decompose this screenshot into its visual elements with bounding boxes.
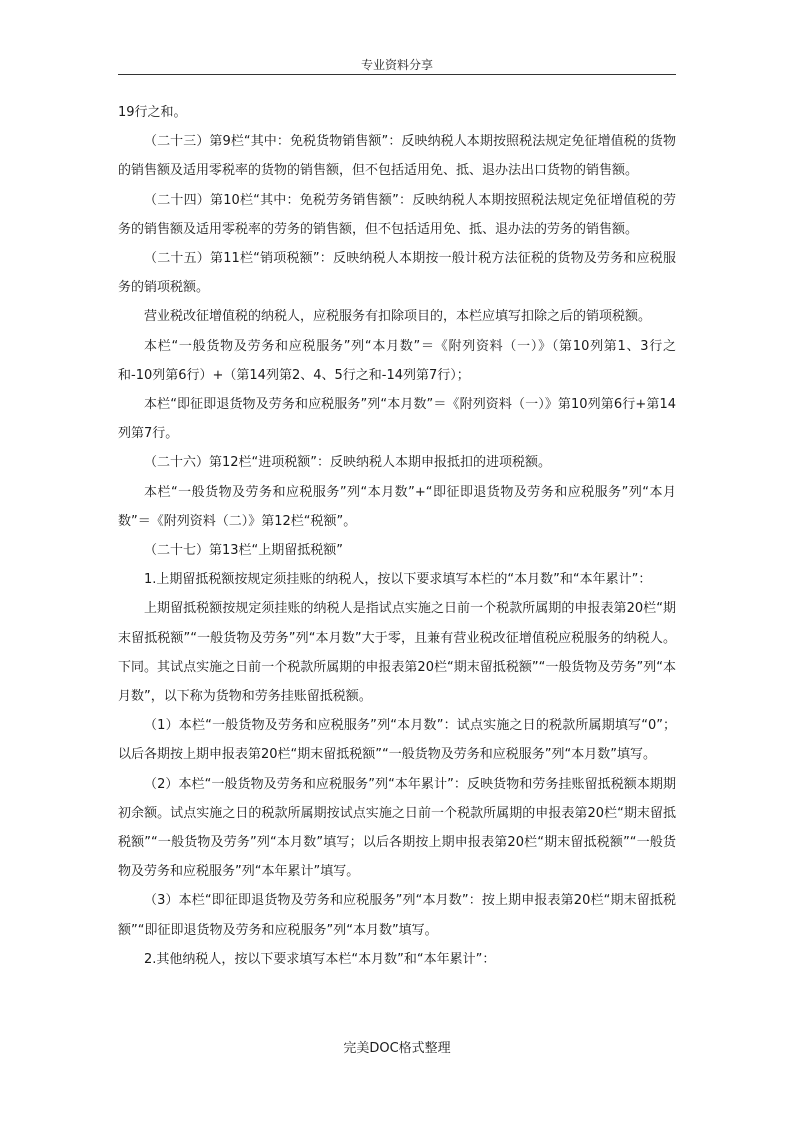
page-header: 专业资料分享 xyxy=(118,58,676,75)
paragraph: 1.上期留抵税额按规定须挂账的纳税人，按以下要求填写本栏的“本月数”和“本年累计”： xyxy=(144,572,652,588)
paragraph: 本栏“一般货物及劳务和应税服务”列“本月数”+“即征即退货物及劳务和应税服务”列“本月数”＝《附列资料（二）》第12栏“税额”。 xyxy=(118,484,676,529)
paragraph: 本栏“即征即退货物及劳务和应税服务”列“本月数”＝《附列资料（一）》第10列第6行+第14列第7行。 xyxy=(118,397,676,442)
paragraph: （3）本栏“即征即退货物及劳务和应税服务”列“本月数”：按上期申报表第20栏“期末留抵税额”“即征即退货物及劳务和应税服务”列“本月数”填写。 xyxy=(118,893,676,938)
paragraph: 上期留抵税额按规定须挂账的纳税人是指试点实施之日前一个税款所属期的申报表第20栏“期末留抵税额”“一般货物及劳务”列“本月数”大于零，且兼有营业税改征增值税应税服务的纳税人。下同。其试点实施之日前一个税款所属期的申报表第20栏“期末留抵税额”“一般货物及劳务”列“本月数”，以下称为货物和劳务挂账留抵税额。 xyxy=(118,601,676,705)
paragraph: 2.其他纳税人，按以下要求填写本栏“本月数”和“本年累计”： xyxy=(144,951,496,967)
paragraph: （1）本栏“一般货物及劳务和应税服务”列“本月数”：试点实施之日的税款所属期填写“0”；以后各期按上期申报表第20栏“期末留抵税额”“一般货物及劳务和应税服务”列“本月数”填写。 xyxy=(118,718,676,763)
paragraph: （二十五）第11栏“销项税额”：反映纳税人本期按一般计税方法征税的货物及劳务和应税服务的销项税额。 xyxy=(118,251,676,296)
paragraph: （二十六）第12栏“进项税额”：反映纳税人本期申报抵扣的进项税额。 xyxy=(144,455,552,471)
paragraph: 营业税改征增值税的纳税人，应税服务有扣除项目的，本栏应填写扣除之后的销项税额。 xyxy=(144,309,652,325)
paragraph: 本栏“一般货物及劳务和应税服务”列“本月数”＝《附列资料（一）》（第10列第1、3行之和-10列第6行）+（第14列第2、4、5行之和-14列第7行）； xyxy=(118,338,676,383)
paragraph: 19行之和。 xyxy=(118,105,187,120)
paragraph: （二十三）第9栏“其中：免税货物销售额”：反映纳税人本期按照税法规定免征增值税的货物的销售额及适用零税率的货物的销售额，但不包括适用免、抵、退办法出口货物的销售额。 xyxy=(118,134,676,179)
page-footer: 完美DOC格式整理 xyxy=(343,1041,451,1056)
paragraph: （2）本栏“一般货物及劳务和应税服务”列“本年累计”：反映货物和劳务挂账留抵税额本期期初余额。试点实施之日的税款所属期按试点实施之日前一个税款所属期的申报表第20栏“期末留抵税额”“一般货物及劳务”列“本月数”填写；以后各期按上期申报表第20栏“期末留抵税额”“一般货物及劳务和应税服务”列“本年累计”填写。 xyxy=(118,776,676,880)
document-body xyxy=(118,98,676,974)
paragraph: （二十四）第10栏“其中：免税劳务销售额”：反映纳税人本期按照税法规定免征增值税的劳务的销售额及适用零税率的劳务的销售额，但不包括适用免、抵、退办法的劳务的销售额。 xyxy=(118,192,676,237)
paragraph: （二十七）第13栏“上期留抵税额” xyxy=(144,543,344,559)
